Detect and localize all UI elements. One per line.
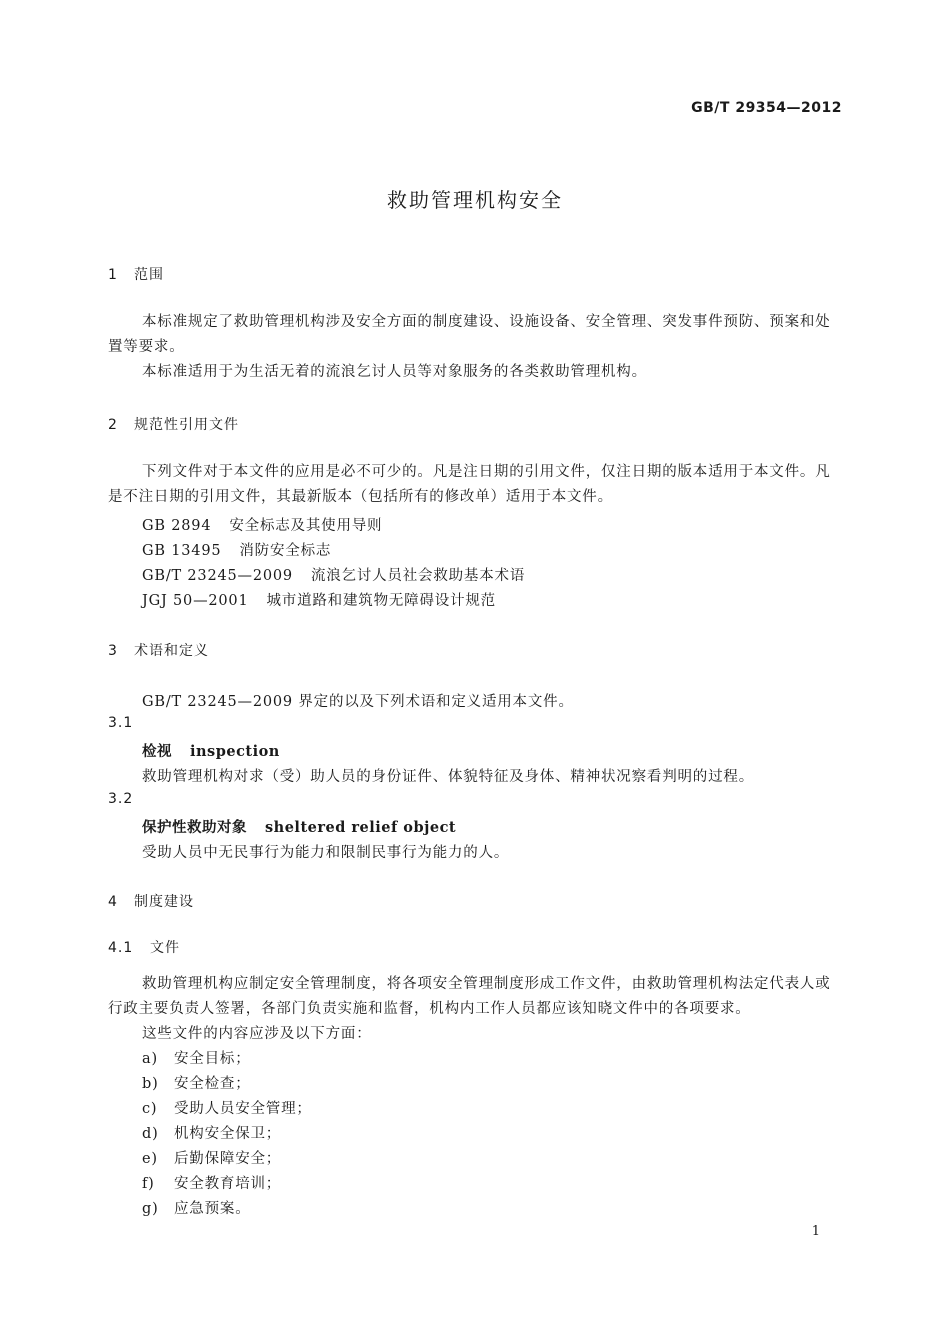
list-marker: a)	[142, 1051, 158, 1067]
section-number: 2	[108, 417, 118, 433]
list-item	[142, 1197, 251, 1218]
subsection-4-1-heading	[108, 937, 180, 957]
list-text: 安全目标；	[174, 1051, 251, 1067]
section-title: 术语和定义	[134, 643, 209, 659]
list-item	[142, 1147, 281, 1168]
section-2-heading	[108, 414, 239, 434]
term-en: sheltered relief object	[265, 819, 457, 836]
reference-item	[142, 514, 382, 535]
reference-title: 城市道路和建筑物无障碍设计规范	[266, 593, 496, 609]
term-number: 3.1	[108, 715, 134, 731]
section-4-heading	[108, 891, 194, 911]
list-marker: g)	[142, 1201, 159, 1217]
section-number: 1	[108, 267, 118, 283]
list-item	[142, 1047, 251, 1068]
section-title: 范围	[134, 267, 164, 283]
list-text: 应急预案。	[174, 1201, 251, 1217]
reference-title: 消防安全标志	[239, 543, 332, 559]
reference-title: 安全标志及其使用导则	[229, 518, 383, 534]
list-marker: b)	[142, 1076, 159, 1092]
term-en: inspection	[190, 743, 280, 760]
reference-title: 流浪乞讨人员社会救助基本术语	[310, 568, 526, 584]
document-title: 救助管理机构安全	[387, 188, 563, 212]
subsection-title: 文件	[150, 940, 180, 956]
list-text: 机构安全保卫；	[174, 1126, 282, 1142]
section-3-heading	[108, 640, 209, 660]
paragraph: 这些文件的内容应涉及以下方面：	[142, 1026, 372, 1042]
subsection-number: 4.1	[108, 940, 134, 956]
section-number: 4	[108, 894, 118, 910]
list-marker: e)	[142, 1151, 158, 1167]
section-1-heading	[108, 264, 164, 284]
paragraph: GB/T 23245—2009 界定的以及下列术语和定义适用本文件。	[142, 694, 574, 710]
term-entry	[142, 740, 280, 761]
section-title: 制度建设	[134, 894, 194, 910]
paragraph: 本标准适用于为生活无着的流浪乞讨人员等对象服务的各类救助管理机构。	[142, 364, 647, 380]
reference-item	[142, 539, 331, 560]
section-number: 3	[108, 643, 118, 659]
list-marker: c)	[142, 1101, 158, 1117]
list-item	[142, 1097, 312, 1118]
list-text: 受助人员安全管理；	[174, 1101, 312, 1117]
section-title: 规范性引用文件	[134, 417, 239, 433]
list-item	[142, 1172, 281, 1193]
reference-code: GB 2894	[142, 518, 212, 534]
term-zh: 检视	[142, 744, 172, 760]
list-item	[142, 1122, 281, 1143]
list-marker: d)	[142, 1126, 159, 1142]
list-text: 安全检查；	[174, 1076, 251, 1092]
paragraph: 救助管理机构应制定安全管理制度，将各项安全管理制度形成工作文件，由救助管理机构法定代表人或行政主要负责人签署，各部门负责实施和监督，机构内工作人员都应该知晓文件中的各项要求。	[108, 976, 831, 1017]
reference-code: GB 13495	[142, 543, 222, 559]
list-item	[142, 1072, 251, 1093]
list-marker: f)	[142, 1176, 155, 1192]
list-text: 后勤保障安全；	[174, 1151, 282, 1167]
reference-code: JGJ 50—2001	[142, 593, 249, 609]
term-entry	[142, 816, 456, 837]
standard-code-header: GB/T 29354—2012	[691, 100, 842, 116]
term-definition: 受助人员中无民事行为能力和限制民事行为能力的人。	[142, 845, 510, 861]
term-definition: 救助管理机构对求（受）助人员的身份证件、体貌特征及身体、精神状况察看判明的过程。	[142, 769, 754, 785]
term-number: 3.2	[108, 791, 134, 807]
list-text: 安全教育培训；	[174, 1176, 282, 1192]
paragraph: 本标准规定了救助管理机构涉及安全方面的制度建设、设施设备、安全管理、突发事件预防、预案和处置等要求。	[108, 314, 831, 355]
paragraph: 下列文件对于本文件的应用是必不可少的。凡是注日期的引用文件，仅注日期的版本适用于本文件。凡是不注日期的引用文件，其最新版本（包括所有的修改单）适用于本文件。	[108, 464, 831, 505]
term-zh: 保护性救助对象	[142, 820, 247, 836]
page-number: 1	[811, 1224, 820, 1239]
reference-code: GB/T 23245—2009	[142, 568, 293, 584]
reference-item	[142, 564, 525, 585]
reference-item	[142, 589, 496, 610]
